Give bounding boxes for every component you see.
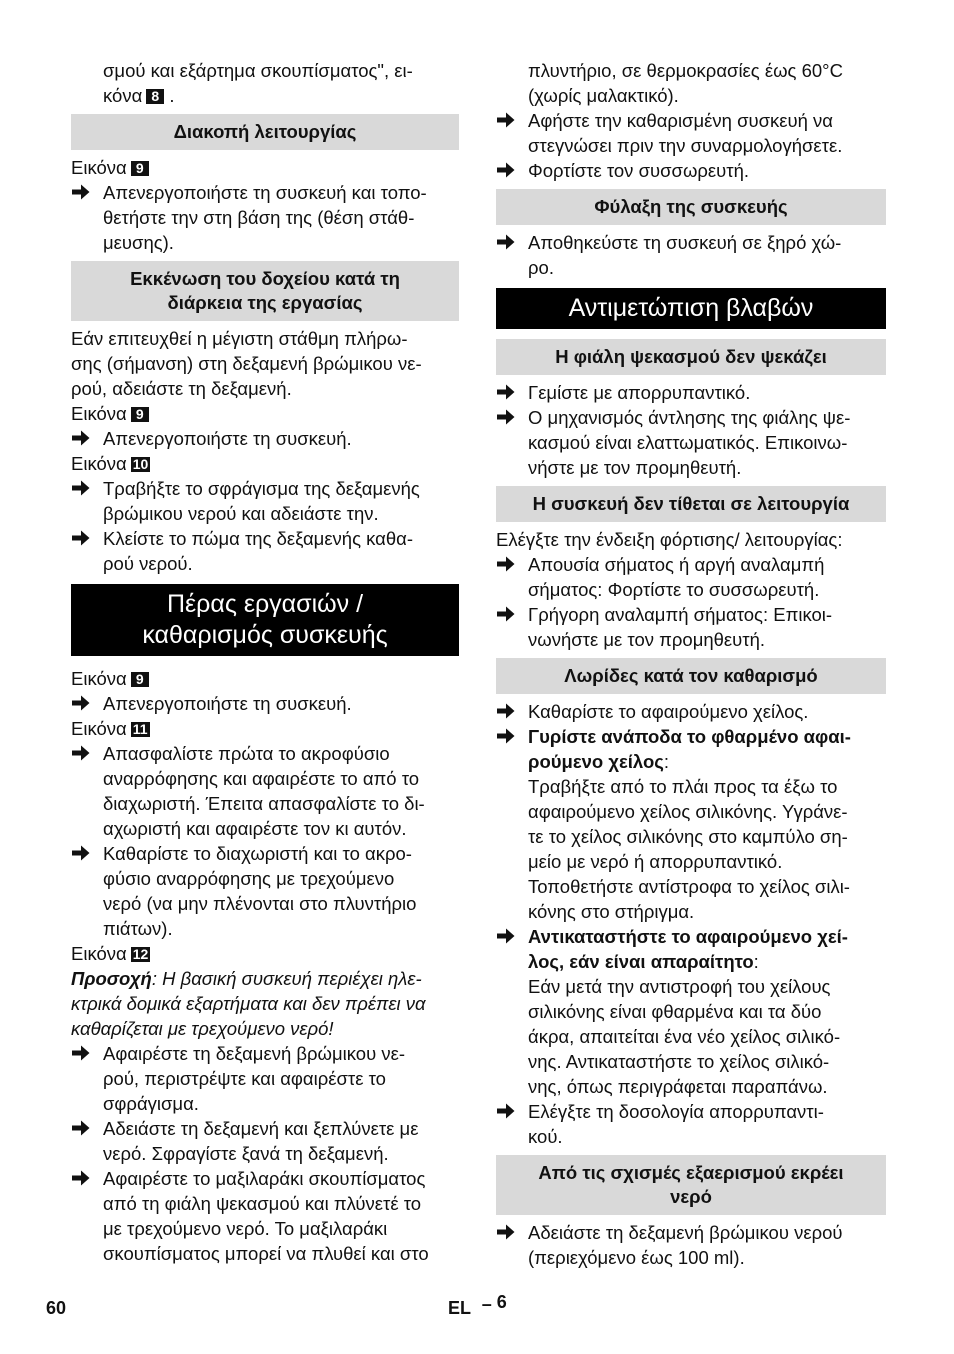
text-line: τε το χείλος σιλικόνης στο καμπύλο ση-: [528, 826, 848, 847]
figure-number-badge: 9: [131, 672, 149, 687]
figure-reference: Εικόνα 9: [71, 401, 459, 426]
arrow-bullet-icon: [496, 383, 516, 401]
left-column: [71, 58, 459, 1266]
figure-number-badge: 12: [132, 946, 149, 962]
text-line: Απενεργοποιήστε τη συσκευή.: [103, 428, 352, 449]
caution-label: Προσοχή: [71, 968, 152, 989]
text-line: νης, όπως περιγράφεται παραπάνω.: [528, 1076, 828, 1097]
text-line: αφαιρούμενο χείλος σιλικόνης. Υγράνε-: [528, 801, 848, 822]
arrow-bullet-icon: [71, 844, 91, 862]
arrow-bullet-icon: [71, 529, 91, 547]
intro-line: κόνα 8 .: [103, 85, 175, 106]
text-line: Γρήγορη αναλαμπή σήματος: Επικοι-: [528, 604, 833, 625]
paragraph: Ελέγξτε την ένδειξη φόρτισης/ λειτουργίας:: [496, 529, 843, 550]
text-line: νήστε με τον προμηθευτή.: [528, 457, 742, 478]
arrow-bullet-icon: [496, 555, 516, 573]
instruction-item: [496, 405, 886, 480]
instruction-item: [71, 841, 459, 941]
figure-reference: Εικόνα 9: [71, 666, 459, 691]
text-line: Εάν επιτευχθεί η μέγιστη στάθμη πλήρω-: [71, 328, 408, 349]
text-line: σκουπίσματος μπορεί να πλυθεί και στο: [103, 1243, 429, 1264]
instruction-item: [496, 602, 886, 652]
instruction-item: [496, 1099, 886, 1149]
arrow-bullet-icon: [71, 1119, 91, 1137]
instruction-item: [496, 108, 886, 158]
text-line: μευσης).: [103, 232, 174, 253]
arrow-bullet-icon: [496, 605, 516, 623]
caution-note: Προσοχή: Η βασική συσκευή περιέχει ηλε- κτρικά δομικά εξαρτήματα και δεν πρέπει να καθαρίζεται με τρεχούμενο νερό!: [71, 968, 426, 1039]
section-heading: Φύλαξη της συσκευής: [496, 189, 886, 225]
instruction-item: [496, 1220, 886, 1270]
figure-reference: Εικόνα 12: [71, 943, 149, 964]
section-heading: Από τις σχισμές εξαερισμού εκρέει νερό: [496, 1155, 886, 1215]
text-line: Καθαρίστε το διαχωριστή και το ακρο-: [103, 843, 412, 864]
instruction-item: [71, 476, 459, 526]
figure-number-badge: 10: [132, 456, 149, 472]
footer-subpage: 6: [496, 1292, 507, 1312]
paragraph: [71, 326, 459, 401]
text-line: σήματος: Φορτίστε το συσσωρευτή.: [528, 579, 820, 600]
text-line: Απενεργοποιήστε τη συσκευή.: [103, 693, 352, 714]
text-line: αναρρόφησης και αφαιρέστε το από το: [103, 768, 420, 789]
section-heading: Εκκένωση του δοχείου κατά τη διάρκεια της εργασίας: [71, 261, 459, 321]
text-line: Τραβήξτε το σφράγισμα της δεξαμενής: [103, 478, 420, 499]
section-heading: Λωρίδες κατά τον καθαρισμό: [496, 658, 886, 694]
text-line: σιλικόνης είναι φθαρμένα και τα δύο: [528, 1001, 822, 1022]
figure-reference: Εικόνα 9: [71, 155, 459, 180]
instruction-item: [496, 699, 886, 724]
text-line: Αποθηκεύστε τη συσκευή σε ξηρό χώ-: [528, 232, 842, 253]
text-line: κού.: [528, 1126, 563, 1147]
text-line: άκρα, απαιτείται ένα νέο χείλος σιλικό-: [528, 1026, 841, 1047]
text-line: Ελέγξτε τη δοσολογία απορρυπαντι-: [528, 1101, 824, 1122]
arrow-bullet-icon: [496, 161, 516, 179]
text-line: Αφαιρέστε το μαξιλαράκι σκουπίσματος: [103, 1168, 426, 1189]
arrow-bullet-icon: [496, 727, 516, 745]
text-line: ρού, περιστρέψτε και αφαιρέστε το: [103, 1068, 386, 1089]
text-line: Κλείστε το πώμα της δεξαμενής καθα-: [103, 528, 414, 549]
instruction-item: [71, 526, 459, 576]
instruction-item: [71, 691, 459, 716]
arrow-bullet-icon: [71, 694, 91, 712]
instruction-item: [71, 1166, 459, 1266]
text-line: ρού, αδειάστε τη δεξαμενή.: [71, 378, 292, 399]
instruction-item: [71, 1116, 459, 1166]
text-line: Ο μηχανισμός άντλησης της φιάλης ψε-: [528, 407, 851, 428]
text-line: Φορτίστε τον συσσωρευτή.: [528, 160, 750, 181]
chapter-heading: Αντιμετώπιση βλαβών: [496, 288, 886, 329]
text-line: κασμού είναι ελαττωματικός. Επικοινω-: [528, 432, 848, 453]
text-line: ρο.: [528, 257, 554, 278]
figure-reference: Εικόνα 10: [71, 453, 149, 474]
text-line: Αφαιρέστε τη δεξαμενή βρώμικου νε-: [103, 1043, 405, 1064]
text-line: στεγνώσει πριν την συναρμολογήσετε.: [528, 135, 843, 156]
text-line: Εάν μετά την αντιστροφή του χείλους: [528, 976, 831, 997]
text-line: κόνης στο στήριγμα.: [528, 901, 695, 922]
instruction-item: [496, 552, 886, 602]
text-line: (περιεχόμενο έως 100 ml).: [528, 1247, 745, 1268]
figure-reference: Εικόνα 11: [71, 718, 148, 739]
text-line: Αφήστε την καθαρισμένη συσκευή να: [528, 110, 834, 131]
instruction-item: [71, 426, 459, 451]
text-line: Απασφαλίστε πρώτα το ακροφύσιο: [103, 743, 390, 764]
instruction-item: [496, 380, 886, 405]
right-column: [496, 58, 886, 1270]
text-line: Τραβήξτε από το πλάι προς τα έξω το: [528, 776, 838, 797]
instruction-item: [496, 230, 886, 280]
arrow-bullet-icon: [496, 1223, 516, 1241]
text-line: ρού νερού.: [103, 553, 193, 574]
arrow-bullet-icon: [496, 1102, 516, 1120]
figure-number-badge: 9: [131, 407, 149, 422]
arrow-bullet-icon: [496, 111, 516, 129]
instruction-item-bold: Αντικαταστήστε το αφαιρούμενο χεί- λος, εάν είναι απαραίτητο: Εάν μετά την αντιστροφή του χείλους σιλικόνης είναι φθαρμένα και τα δύο άκρα, απαιτείται ένα νέο χείλος σιλικό- νης. Αντικαταστήστε το χείλος σιλικό- νης, όπως περιγράφεται παραπάνω.: [496, 924, 886, 1099]
figure-number-badge: 9: [131, 161, 149, 176]
chapter-heading: Πέρας εργασιών / καθαρισμός συσκευής: [71, 584, 459, 656]
text-line: από τη φιάλη ψεκασμού και πλύνετέ το: [103, 1193, 422, 1214]
text-line: πιάτων).: [103, 918, 173, 939]
arrow-bullet-icon: [71, 1169, 91, 1187]
arrow-bullet-icon: [496, 233, 516, 251]
arrow-bullet-icon: [496, 408, 516, 426]
text-line: νης. Αντικαταστήστε το χείλος σιλικό-: [528, 1051, 830, 1072]
text-line: Καθαρίστε το αφαιρούμενο χείλος.: [528, 701, 809, 722]
arrow-bullet-icon: [496, 927, 516, 945]
text-line: Τοποθετήστε αντίστροφα το χείλος σιλι-: [528, 876, 850, 897]
text-line: Γεμίστε με απορρυπαντικό.: [528, 382, 751, 403]
text-line: νερό (να μην πλένονται στο πλυντήριο: [103, 893, 417, 914]
text-line: Αδειάστε τη δεξαμενή βρώμικου νερού: [528, 1222, 843, 1243]
section-heading: Η συσκευή δεν τίθεται σε λειτουργία: [496, 486, 886, 522]
language-code: EL: [448, 1298, 471, 1318]
figure-number-badge: 11: [132, 721, 148, 737]
continued-text: πλυντήριο, σε θερμοκρασίες έως 60°C: [528, 60, 843, 81]
footer-dash: –: [481, 1294, 492, 1314]
page-number: 60: [46, 1298, 67, 1318]
text-line: νωνήστε με τον προμηθευτή.: [528, 629, 766, 650]
instruction-item: [496, 158, 886, 183]
instruction-item-bold: Γυρίστε ανάποδα το φθαρμένο αφαι- ρούμενο χείλος: Τραβήξτε από το πλάι προς τα έξω το αφαιρούμενο χείλος σιλικόνης. Υγράνε- τε το χείλος σιλικόνης στο καμπύλο ση- μείο με νερό ή απορρυπαντικό. Τοποθετήστε αντίστροφα το χείλος σιλι- κόνης στο στήριγμα.: [496, 724, 886, 924]
arrow-bullet-icon: [71, 1044, 91, 1062]
arrow-bullet-icon: [71, 183, 91, 201]
footer-language: [448, 1292, 507, 1319]
arrow-bullet-icon: [71, 479, 91, 497]
instruction-item: [71, 1041, 459, 1116]
text-line: σης (σήμανση) στη δεξαμενή βρώμικου νε-: [71, 353, 422, 374]
text-line: αχωριστή και αφαιρέστε τον κι αυτόν.: [103, 818, 407, 839]
arrow-bullet-icon: [71, 744, 91, 762]
intro-line: σμού και εξάρτημα σκουπίσματος", ει-: [103, 60, 413, 81]
text-line: με τρεχούμενο νερό. Το μαξιλαράκι: [103, 1218, 388, 1239]
text-line: μείο με νερό ή απορρυπαντικό.: [528, 851, 783, 872]
text-line: θετήστε την στη βάση της (θέση στάθ-: [103, 207, 415, 228]
text-line: διαχωριστή. Έπειτα απασφαλίστε το δι-: [103, 793, 425, 814]
text-line: Απουσία σήματος ή αργή αναλαμπή: [528, 554, 825, 575]
text-line: φύσιο αναρρόφησης με τρεχούμενο: [103, 868, 395, 889]
text-line: σφράγισμα.: [103, 1093, 199, 1114]
text-line: νερό. Σφραγίστε ξανά τη δεξαμενή.: [103, 1143, 389, 1164]
arrow-bullet-icon: [496, 702, 516, 720]
text-line: βρώμικου νερού και αδειάστε την.: [103, 503, 379, 524]
text-line: Αδειάστε τη δεξαμενή και ξεπλύνετε με: [103, 1118, 419, 1139]
section-heading: Η φιάλη ψεκασμού δεν ψεκάζει: [496, 339, 886, 375]
figure-number-badge: 8: [146, 89, 164, 104]
continued-text: (χωρίς μαλακτικό).: [528, 85, 679, 106]
section-heading: Διακοπή λειτουργίας: [71, 114, 459, 150]
instruction-item: [71, 741, 459, 841]
arrow-bullet-icon: [71, 429, 91, 447]
text-line: Απενεργοποιήστε τη συσκευή και τοπο-: [103, 182, 427, 203]
instruction-item: [71, 180, 459, 255]
